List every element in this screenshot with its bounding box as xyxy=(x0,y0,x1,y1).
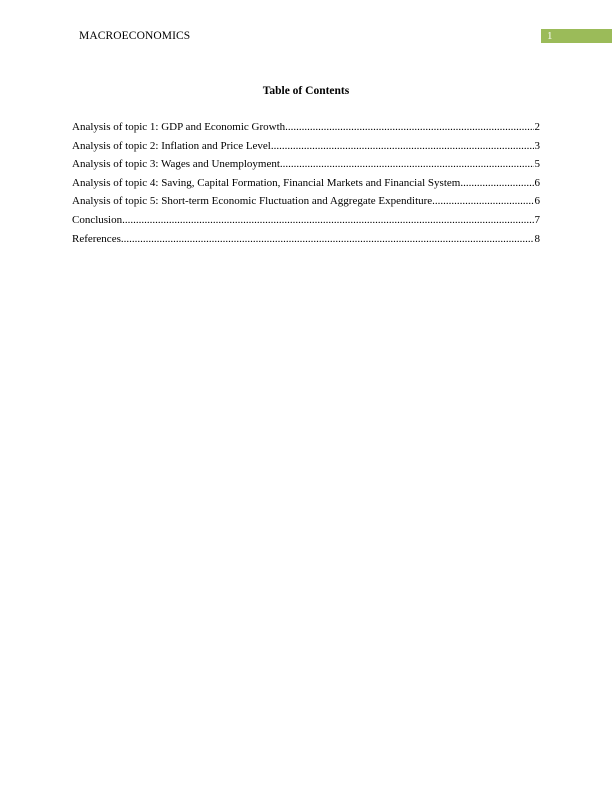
toc-dot-leader xyxy=(121,232,534,246)
toc-entry-topic-3[interactable] xyxy=(72,157,540,176)
toc-entry-conclusion[interactable] xyxy=(72,213,540,232)
toc-entry-page: 8 xyxy=(534,232,540,245)
toc-entry-page: 7 xyxy=(534,213,540,226)
toc-entry-topic-4[interactable] xyxy=(72,176,540,195)
running-header-title: MACROECONOMICS xyxy=(79,30,191,42)
toc-dot-leader xyxy=(280,157,534,171)
toc-dot-leader xyxy=(432,194,533,208)
toc-dot-leader xyxy=(271,139,534,153)
page-number-badge: 1 xyxy=(541,29,612,43)
table-of-contents xyxy=(72,120,540,250)
toc-entry-page: 6 xyxy=(534,176,540,189)
toc-entry-topic-5[interactable] xyxy=(72,194,540,213)
toc-heading: Table of Contents xyxy=(262,85,350,97)
toc-entry-page: 5 xyxy=(534,158,540,171)
toc-entry-page: 3 xyxy=(534,139,540,152)
toc-entry-title: Analysis of topic 3: Wages and Unemployment xyxy=(72,158,280,171)
toc-entry-title: Analysis of topic 5: Short-term Economic Fluctuation and Aggregate Expenditure xyxy=(72,195,433,208)
toc-entry-title: Analysis of topic 2: Inflation and Price Level xyxy=(72,139,271,152)
toc-entry-title: References xyxy=(72,232,121,245)
toc-entry-title: Analysis of topic 4: Saving, Capital Formation, Financial Markets and Financial System xyxy=(72,176,461,189)
toc-dot-leader xyxy=(460,176,533,190)
toc-entry-topic-1[interactable] xyxy=(72,120,540,139)
toc-entry-title: Analysis of topic 1: GDP and Economic Growth xyxy=(72,121,286,133)
toc-dot-leader xyxy=(285,120,533,134)
toc-entry-references[interactable] xyxy=(72,232,540,251)
toc-entry-title: Conclusion xyxy=(72,213,123,226)
toc-entry-page: 2 xyxy=(534,121,540,133)
toc-entry-topic-2[interactable] xyxy=(72,139,540,158)
toc-dot-leader xyxy=(122,213,533,227)
toc-entry-page: 6 xyxy=(534,195,540,208)
